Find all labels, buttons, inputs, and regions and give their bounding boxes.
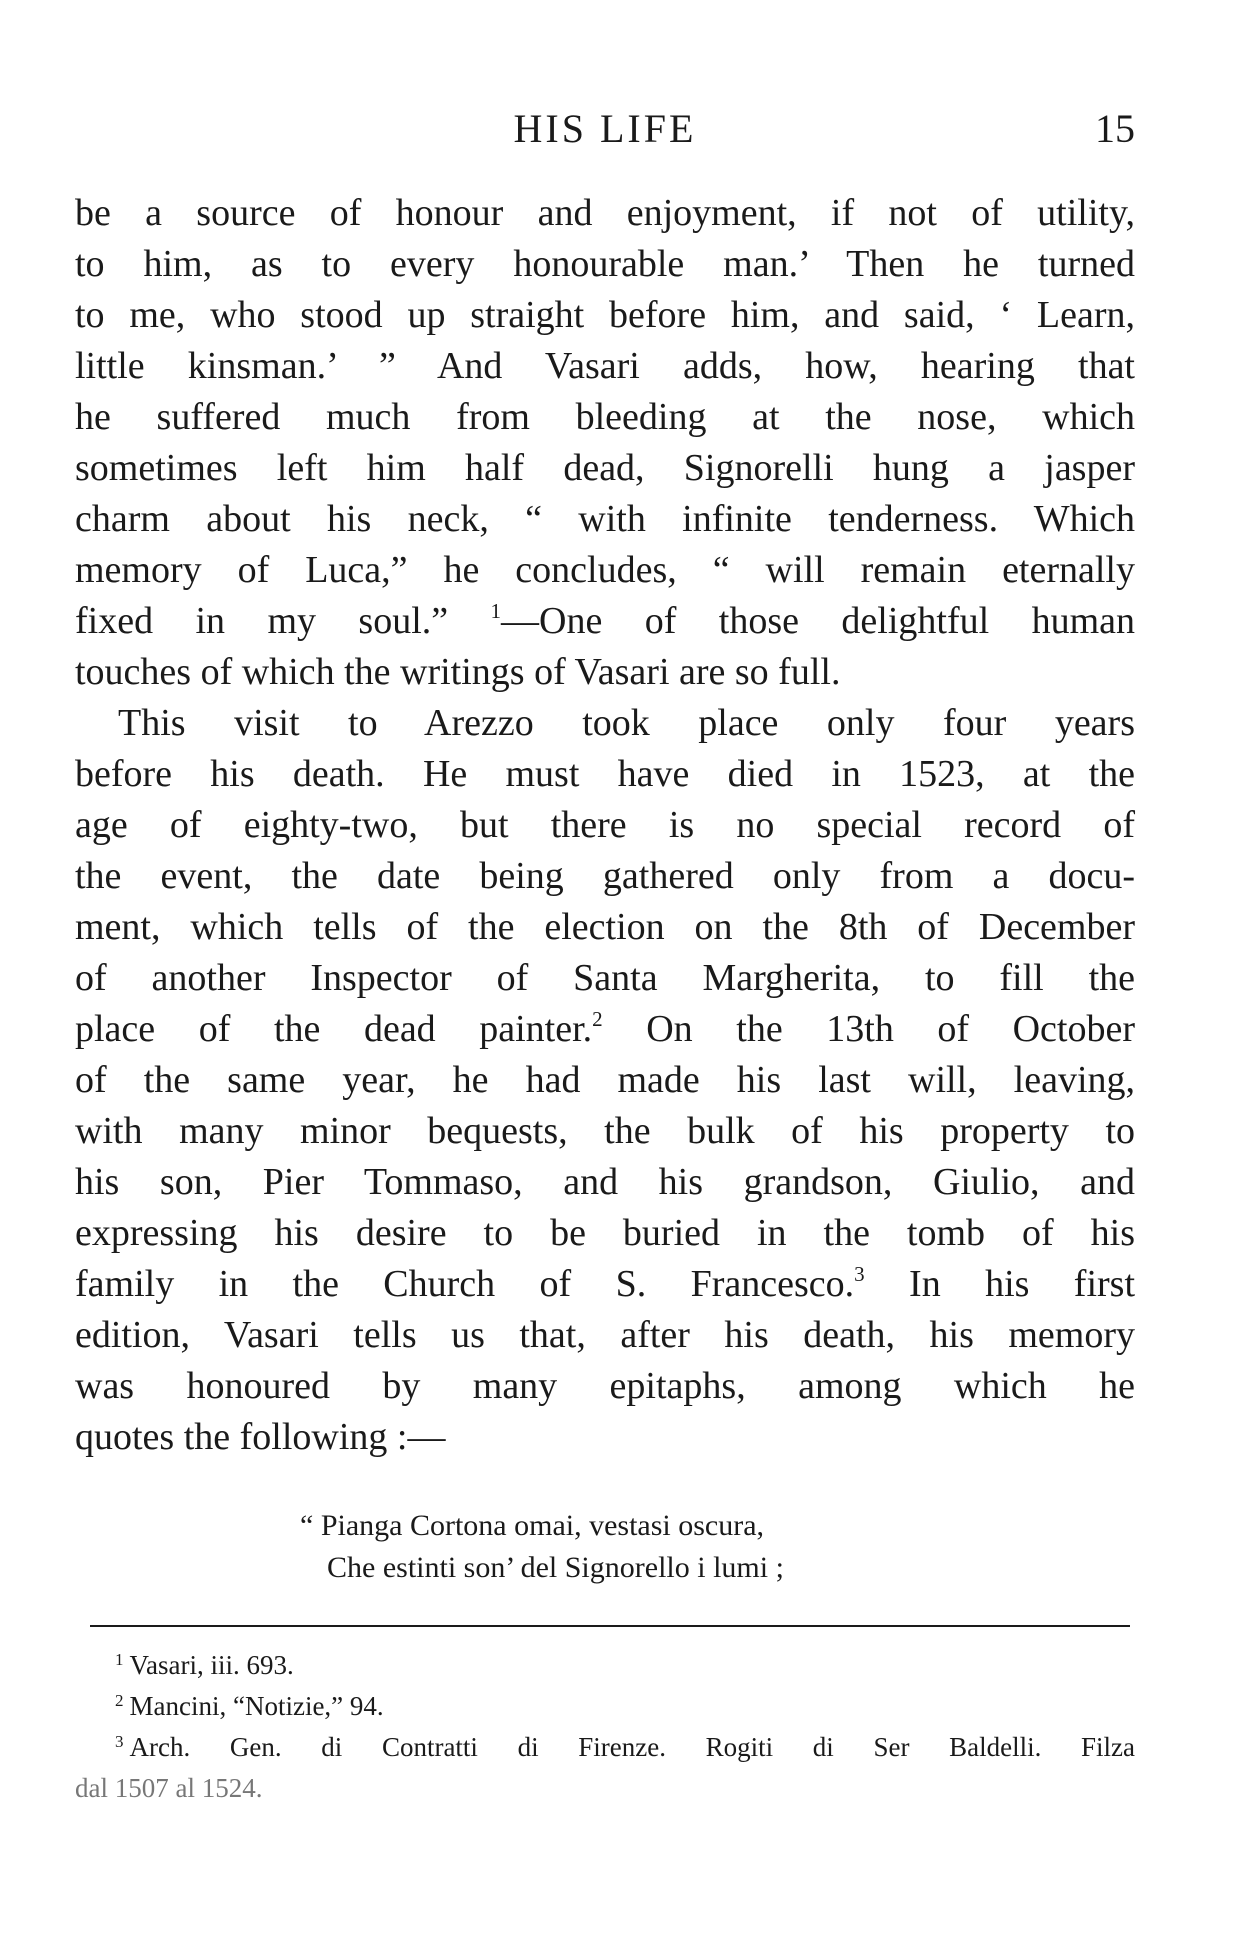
footnote [75,1686,1135,1727]
body-line: ment, which tells of the election on the 8th of December [75,906,1135,948]
body-line: quotes the following :— [75,1416,446,1458]
footnote-ref: 2 [592,1007,603,1031]
body-line: be a source of honour and enjoyment, if not of utility, [75,192,1135,234]
body-line: before his death. He must have died in 1523, at the [75,753,1135,795]
running-title: HIS LIFE [513,106,697,151]
footnote-text: Mancini, “Notizie,” 94. [129,1691,384,1721]
body-line: the event, the date being gathered only from a docu- [75,855,1135,897]
footnote-mark: 3 [115,1732,124,1751]
body-line: of another Inspector of Santa Margherita, to fill the [75,957,1135,999]
running-head [75,104,1135,154]
body-line: sometimes left him half dead, Signorelli hung a jasper [75,447,1135,489]
paragraph-first-line: This visit to Arezzo took place only four years [118,702,1135,744]
body-line: to me, who stood up straight before him, and said, ‘ Learn, [75,294,1135,336]
footnote [75,1727,1135,1768]
verse-line: Che estinti son’ del Signorello i lumi ; [327,1551,784,1584]
body-line-with-footnote-ref [75,1259,1135,1310]
body-line-with-footnote-ref [75,1004,1135,1055]
text-run: —One of those delightful human [501,600,1135,642]
footnote-ref: 3 [854,1262,865,1286]
verse-line: “ Pianga Cortona omai, vestasi oscura, [300,1509,765,1542]
body-line: touches of which the writings of Vasari are so full. [75,651,841,693]
footnote-text: Arch. Gen. di Contratti di Firenze. Rogiti di Ser Baldelli. Filza [129,1732,1135,1762]
text-run: place of the dead painter. [75,1008,593,1050]
footnote-divider [90,1625,1130,1627]
text-run: family in the Church of S. Francesco. [75,1263,855,1305]
footnote-continuation: dal 1507 al 1524. [75,1773,263,1803]
footnote-text: Vasari, iii. 693. [129,1650,294,1680]
body-line: was honoured by many epitaphs, among which he [75,1365,1135,1407]
body-line: expressing his desire to be buried in the tomb of his [75,1212,1135,1254]
body-line-with-footnote-ref [75,596,1135,647]
body-line: with many minor bequests, the bulk of his property to [75,1110,1135,1152]
page-number: 15 [1095,106,1135,151]
text-run: In his first [864,1263,1136,1305]
body-line: to him, as to every honourable man.’ Then he turned [75,243,1135,285]
footnote [75,1645,1135,1686]
footnote-ref: 1 [490,599,502,623]
body-line: charm about his neck, “ with infinite tenderness. Which [75,498,1135,540]
text-run: On the 13th of October [602,1008,1136,1050]
body-line: edition, Vasari tells us that, after his death, his memory [75,1314,1135,1356]
body-text [75,188,1135,1463]
body-line: age of eighty-two, but there is no special record of [75,804,1135,846]
body-line: of the same year, he had made his last will, leaving, [75,1059,1135,1101]
text-run: fixed in my soul.” [75,600,491,642]
body-line: he suffered much from bleeding at the nose, which [75,396,1135,438]
footnote-mark: 1 [115,1650,124,1669]
body-line: his son, Pier Tommaso, and his grandson, Giulio, and [75,1161,1135,1203]
body-line: little kinsman.’ ” And Vasari adds, how, hearing that [75,345,1135,387]
footnote-mark: 2 [115,1691,124,1710]
footnotes [75,1645,1135,1809]
body-line: memory of Luca,” he concludes, “ will remain eternally [75,549,1135,591]
verse-quote [300,1505,784,1589]
